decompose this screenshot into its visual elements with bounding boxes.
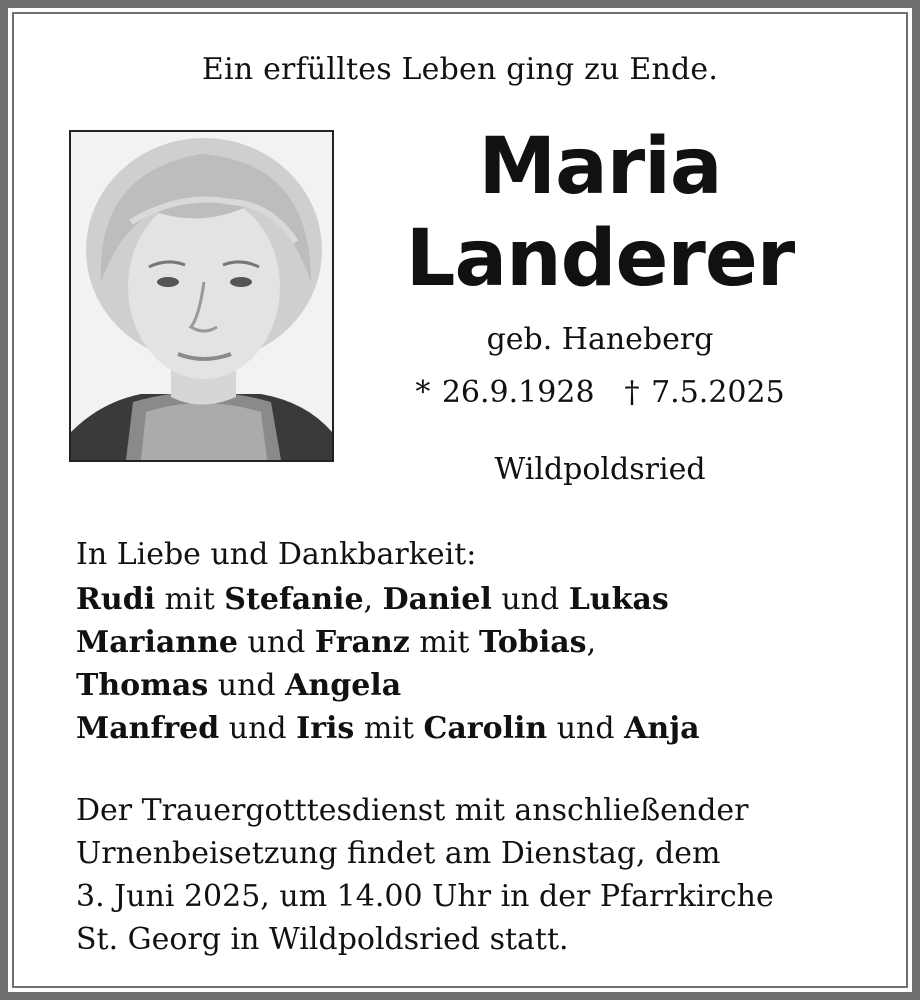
family-connector: mit	[354, 711, 424, 746]
family-member-name: Daniel	[382, 582, 492, 617]
family-member-name: Anja	[624, 711, 700, 746]
family-member-name: Lukas	[568, 582, 669, 617]
headline: Ein erfülltes Leben ging zu Ende.	[201, 52, 719, 87]
family-line	[76, 578, 700, 621]
portrait-illustration	[71, 132, 332, 460]
family-member-name: Angela	[285, 668, 402, 703]
family-line	[76, 621, 700, 664]
family-member-name: Thomas	[76, 668, 209, 703]
family-member-name: Rudi	[76, 582, 156, 617]
family-member-name: Manfred	[76, 711, 220, 746]
life-dates	[360, 375, 840, 410]
death-date: † 7.5.2025	[624, 375, 785, 410]
service-line: Der Trauergotttesdienst mit anschließender	[76, 793, 749, 828]
family-member-name: Stefanie	[224, 582, 364, 617]
service-line: St. Georg in Wildpoldsried statt.	[76, 922, 569, 957]
place-of-residence: Wildpoldsried	[494, 452, 706, 487]
family-intro: In Liebe und Dankbarkeit:	[76, 537, 477, 572]
family-member-name: Iris	[296, 711, 355, 746]
service-announcement	[76, 789, 856, 961]
service-line: Urnenbeisetzung findet am Dienstag, dem	[76, 836, 721, 871]
maiden-name: geb. Haneberg	[486, 322, 714, 357]
family-connector: und	[208, 668, 286, 703]
family-member-name: Marianne	[76, 625, 238, 660]
family-line	[76, 707, 700, 750]
family-connector: und	[547, 711, 625, 746]
service-line: 3. Juni 2025, um 14.00 Uhr in der Pfarrkirche	[76, 879, 774, 914]
family-member-name: Carolin	[423, 711, 548, 746]
family-connector: ,	[586, 625, 597, 660]
family-connector: und	[238, 625, 315, 660]
family-connector: mit	[409, 625, 479, 660]
family-connector: und	[491, 582, 569, 617]
family-member-name: Franz	[314, 625, 410, 660]
family-member-name: Tobias	[478, 625, 587, 660]
family-connector: und	[219, 711, 297, 746]
family-list	[76, 578, 700, 750]
family-connector: ,	[363, 582, 383, 617]
family-connector: mit	[155, 582, 225, 617]
birth-date: * 26.9.1928	[415, 375, 595, 410]
family-line	[76, 664, 700, 707]
last-name: Landerer	[405, 214, 795, 304]
portrait-photo	[69, 130, 334, 462]
first-name: Maria	[478, 122, 722, 212]
